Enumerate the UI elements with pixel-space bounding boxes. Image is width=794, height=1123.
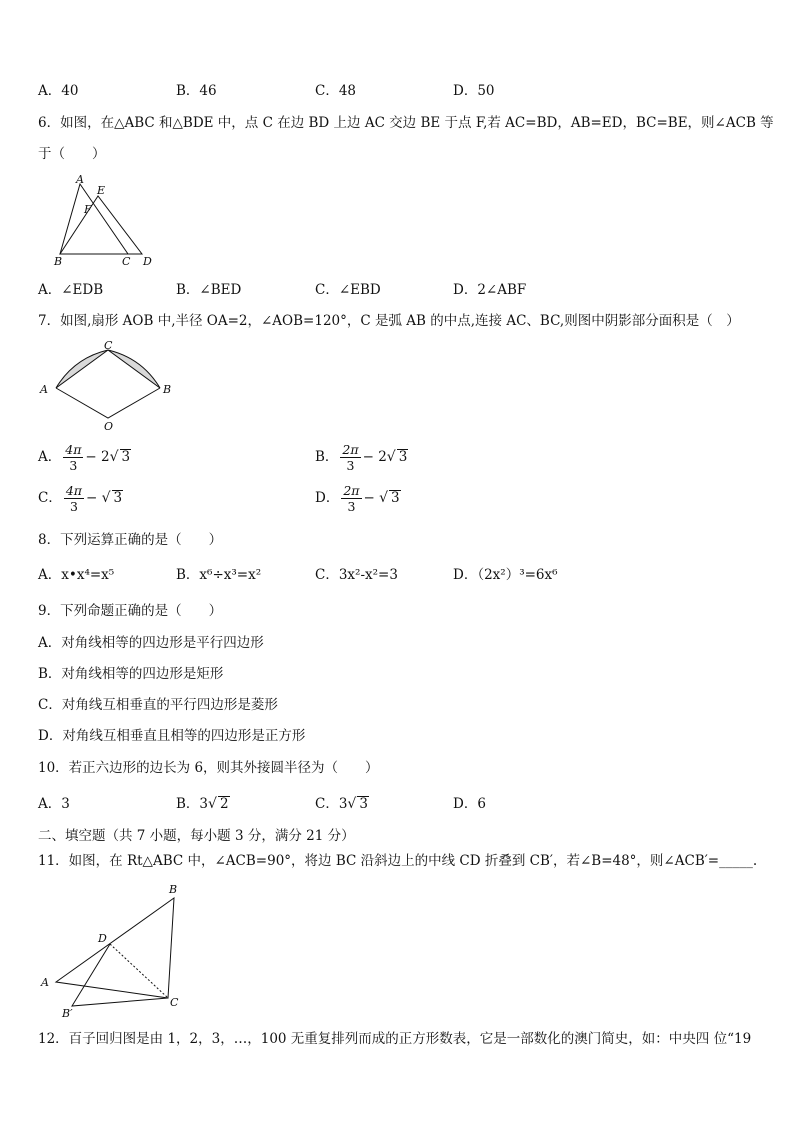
q8-option-c: C．3x²-x²=3 xyxy=(315,567,398,583)
q9-option-c: C．对角线互相垂直的平行四边形是菱形 xyxy=(38,697,278,713)
q11-label-b-prime: B′ xyxy=(62,1007,73,1020)
q9-option-d: D．对角线互相垂直且相等的四边形是正方形 xyxy=(38,728,306,744)
q10-option-a: A．3 xyxy=(38,796,70,812)
q8-option-a: A．x•x⁴=x⁵ xyxy=(38,567,115,583)
q6-stem-line2: 于（ ） xyxy=(38,146,106,162)
q7-radii xyxy=(56,388,160,418)
q7-option-d: D． $\frac{2\pi}{3}$ − √ 3 xyxy=(315,483,400,514)
q7-label-a: A xyxy=(40,383,48,396)
q11-label-a: A xyxy=(41,976,49,989)
q5-option-b: B．46 xyxy=(176,83,217,99)
q8-stem: 8．下列运算正确的是（ ） xyxy=(38,532,223,548)
q10-stem: 10．若正六边形的边长为 6，则其外接圆半径为（ ） xyxy=(38,760,379,776)
q9-option-b: B．对角线相等的四边形是矩形 xyxy=(38,666,224,682)
q11-label-c: C xyxy=(170,996,179,1009)
q6-label-c: C xyxy=(122,255,131,268)
q7-figure xyxy=(36,340,182,432)
q6-figure xyxy=(50,172,160,270)
q11-stem: 11．如图，在 Rt△ABC 中，∠ACB=90°，将边 BC 沿斜边上的中线 CD 折叠到 CB′，若∠B=48°，则∠ACB′=_____. xyxy=(38,853,758,869)
q12-stem: 12．百子回归图是由 1，2，3，…，100 无重复排列而成的正方形数表，它是一部数化的澳门简史，如：中央四 位“19 xyxy=(38,1031,752,1047)
q6-stem-line1: 6．如图，在△ABC 和△BDE 中，点 C 在边 BD 上边 AC 交边 BE 于点 F,若 AC=BD，AB=ED，BC=BE，则∠ACB 等 xyxy=(38,115,774,131)
q6-label-a: A xyxy=(76,173,84,186)
q10-option-d: D．6 xyxy=(453,796,486,812)
q11-figure xyxy=(38,880,188,1020)
section2-heading: 二、填空题（共 7 小题，每小题 3 分，满分 21 分） xyxy=(38,828,355,844)
q10-option-c: C．3√ 3 xyxy=(315,796,368,812)
q9-option-a: A．对角线相等的四边形是平行四边形 xyxy=(38,635,264,651)
q6-option-b: B．∠BED xyxy=(176,282,242,298)
q6-label-d: D xyxy=(143,255,152,268)
q10-option-b: B．3√ 2 xyxy=(176,796,229,812)
q6-triangle-bde xyxy=(60,196,142,254)
q5-option-a: A．40 xyxy=(38,83,79,99)
q5-option-c: C．48 xyxy=(315,83,357,99)
q7-label-c: C xyxy=(104,340,113,352)
q11-triangle-abc xyxy=(56,898,174,998)
q6-label-e: E xyxy=(97,184,106,197)
q7-option-b: B． $\frac{2\pi}{3}$ − 2√ 3 xyxy=(315,442,408,473)
q6-label-f: F xyxy=(84,203,92,216)
q7-arc-ab xyxy=(56,350,160,388)
q8-option-b: B．x⁶÷x³=x² xyxy=(176,567,262,583)
q7-label-o: O xyxy=(104,420,114,432)
q11-label-d: D xyxy=(98,932,107,945)
q8-option-d: D．（2x²）³=6x⁶ xyxy=(453,567,558,583)
q6-option-d: D．2∠ABF xyxy=(453,282,527,298)
q6-option-c: C．∠EBD xyxy=(315,282,381,298)
q11-median-cd xyxy=(110,944,168,998)
q7-option-c: C． $\frac{4\pi}{3}$ − √ 3 xyxy=(38,483,123,514)
q6-triangle-abc xyxy=(60,184,128,254)
q7-label-b: B xyxy=(163,383,172,396)
q7-option-a: A． $\frac{4\pi}{3}$ − 2√ 3 xyxy=(38,442,131,473)
q6-label-b: B xyxy=(54,255,63,268)
q7-stem: 7．如图,扇形 AOB 中,半径 OA=2，∠AOB=120°，C 是弧 AB 的中点,连接 AC、BC,则图中阴影部分面积是（ ） xyxy=(38,313,740,329)
q11-label-b: B xyxy=(169,883,178,896)
q9-stem: 9．下列命题正确的是（ ） xyxy=(38,603,223,619)
q5-option-d: D．50 xyxy=(453,83,495,99)
q6-option-a: A．∠EDB xyxy=(38,282,104,298)
